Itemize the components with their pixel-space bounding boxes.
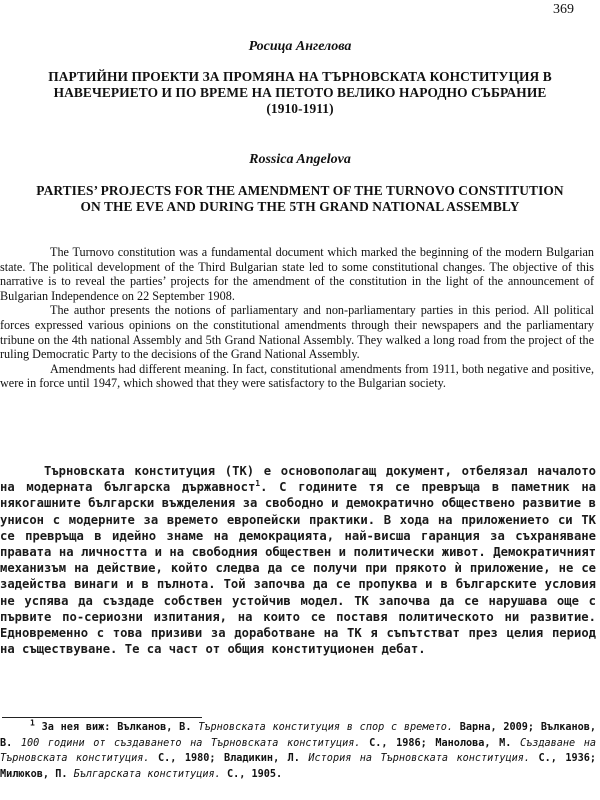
main-text bbox=[0, 463, 596, 657]
footnote-work-title: 100 години от създаването на Търновската конституция. bbox=[20, 737, 361, 749]
footnote-work-title: История на Търновската конституция. bbox=[308, 753, 531, 765]
author-bg: Росица Ангелова bbox=[248, 39, 352, 54]
footnote-work-title: Създаване на Търновската конституция. bbox=[0, 737, 597, 765]
footnote-reference[interactable]: 1 bbox=[255, 479, 261, 489]
title-bg-text: ПАРТИЙНИ ПРОЕКТИ ЗА ПРОМЯНА НА ТЪРНОВСКАТА КОНСТИТУЦИЯ В НАВЕЧЕРИЕТО И ПО ВРЕМЕ НА ПЕТОТО ВЕЛИКО НАРОДНО СЪБРАНИЕ bbox=[48, 69, 552, 100]
footnote-author: Вълканов, В. bbox=[0, 722, 597, 749]
footnote-publication: С., 1986; bbox=[369, 737, 427, 749]
main-text-part1: Търновската конституция (ТК) е основополагащ документ, отбелязал началото на модерната българска държавност bbox=[0, 464, 596, 495]
footnote-author: Милюков, П. bbox=[0, 768, 68, 780]
abstract-paragraph: The author presents the notions of parliamentary and non-parliamentary parties in this period. All political forces expressed various opinions on the constitutional amendments through their newspapers and the parliamentary tribune on the 4th national Assembly and 5th Grand National Assembly. They walked a long road from the project of the ruling Democratic Party to the decisions of the Grand National Assembly. bbox=[0, 303, 594, 362]
title-en: PARTIES’ PROJECTS FOR THE AMENDMENT OF THE TURNOVO CONSTITUTION ON THE EVE AND DURING THE 5TH GRAND NATIONAL ASSEMBLY bbox=[36, 183, 564, 214]
footnote-publication: Варна, 2009; bbox=[459, 722, 535, 733]
title-bg-years: (1910-1911) bbox=[266, 101, 334, 116]
footnote-lead bbox=[0, 718, 35, 733]
footnote-author: Вълканов, В. bbox=[117, 722, 192, 733]
footnote-work-title: Българската конституция. bbox=[73, 768, 221, 780]
abstract-paragraph: The Turnovo constitution was a fundamental document which marked the beginning of the modern Bulgarian state. The political development of the Third Bulgarian state led to some constitutional changes. The objective of this narrative is to reveal the parties’ projects for the amendment of the constitution in the light of the announcement of Bulgarian Independence on 22 September 1908. bbox=[0, 245, 594, 303]
footnote-author: Манолова, М. bbox=[435, 737, 512, 749]
footnote-publication: С., 1936; bbox=[538, 753, 597, 765]
abstract-paragraph: Amendments had different meaning. In fact, constitutional amendments from 1911, both negative and positive, were in force until 1947, which showed that they were satisfactory to the Bulgarian society. bbox=[0, 361, 594, 391]
page-number: 369 bbox=[553, 2, 574, 17]
main-paragraph bbox=[0, 463, 596, 657]
author-en: Rossica Angelova bbox=[249, 152, 351, 167]
footnote-publication: С., 1905. bbox=[226, 768, 283, 780]
footnote-work-title: Търновската конституция в спор с времето. bbox=[198, 722, 453, 733]
footnote bbox=[0, 720, 596, 782]
title-bg bbox=[30, 69, 570, 117]
footnote-number: 1 bbox=[30, 718, 35, 728]
footnote-publication: С., 1980; bbox=[158, 753, 216, 765]
footnote-author: Владикин, Л. bbox=[224, 753, 300, 765]
abstract bbox=[0, 245, 594, 391]
main-text-part2: . С годините тя се превръща в паметник на някогашните български въжделения за свободно и демократично обществено развитие в унисон с модерните за времето европейски практики. В хода на приложението си ТК се превръща в идейно знаме на демокрацията, най-висша гаранция за съхраняване правата на личността и на свободния обществен и политически живот. Демократичният механизъм на действие, който следва да се получи при прякото ѝ приложение, не се задейства винаги и в пълнота. Той започва да се пропуква и в българските условия не успява да създаде собствен устойчив модел. ТК започва да се нарушава още с първите по-сериозни изпитания, на които се поставя политическото ни развитие. Едновременно с това призиви за доработване на ТК я съпътстват през целия период на съществуване. Те са част от общия конституционен дебат. bbox=[0, 480, 596, 657]
footnote-see: За нея виж: bbox=[41, 722, 111, 733]
